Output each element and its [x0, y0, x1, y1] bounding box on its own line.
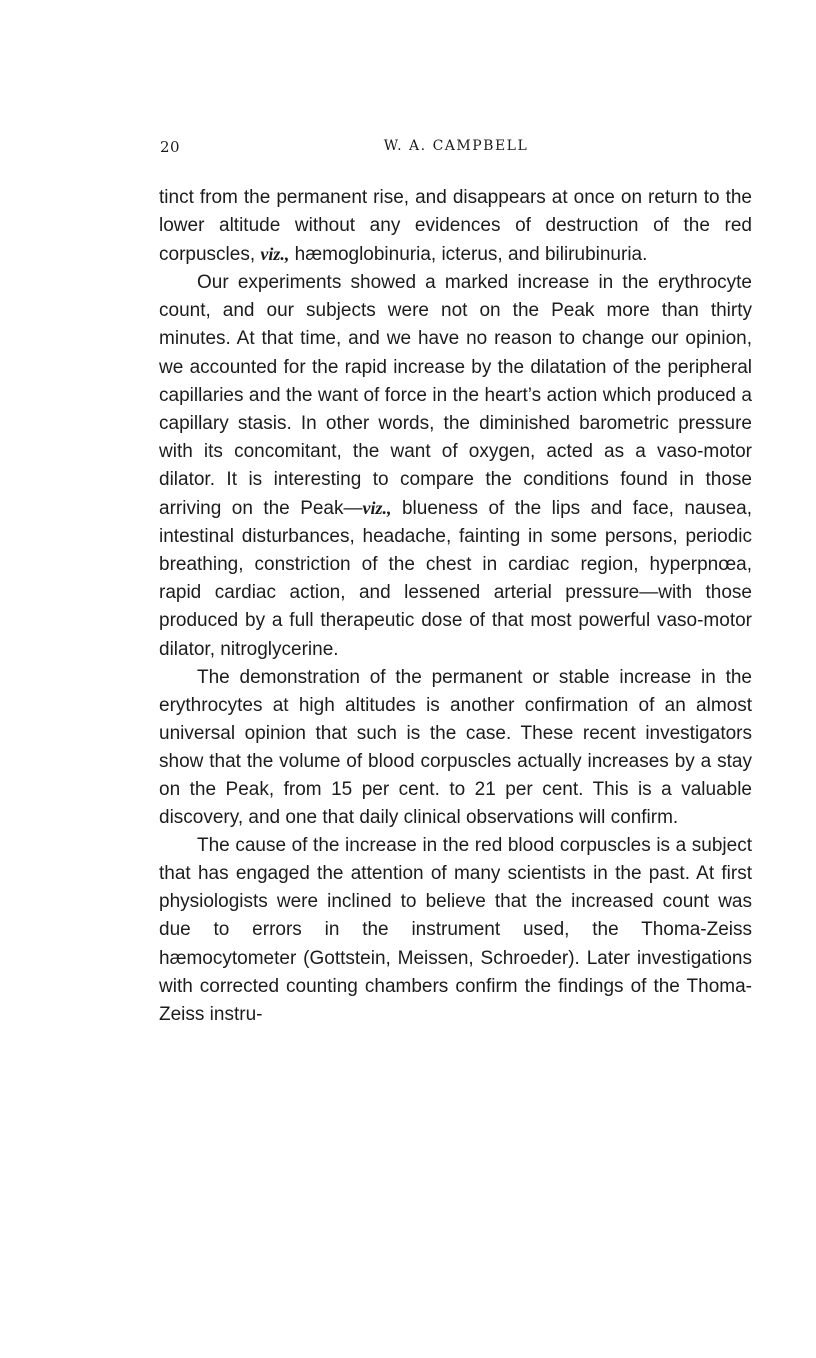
paragraph-1-text-a: tinct from the permanent rise, and disappears at once on return to the lower altitude without any evidences of destruction of the red corpuscles,: [159, 187, 752, 266]
paragraph-2-text-a: Our experiments showed a marked increase in the erythrocyte count, and our subjects were not on the Peak more than thirty minutes. At that time, and we have no reason to change our opinion, we accounted for the rapid increase by the dilatation of the peripheral capillaries and the want of force in the heart’s action which produced a capillary stasis. In other words, the diminished barometric pressure with its concomitant, the want of oxygen, acted as a vaso-motor dilator. It is interesting to compare the conditions found in those arriving on the Peak—: [159, 272, 752, 520]
paragraph-1-viz: viz.,: [260, 244, 290, 265]
paragraph-2: [159, 269, 752, 663]
running-head: W. A. CAMPBELL: [383, 138, 529, 154]
page-number: 20: [160, 138, 181, 156]
paragraph-1: [159, 184, 752, 269]
paragraph-1-text-b: hæmoglobinuria, icterus, and bilirubinuria.: [289, 244, 648, 266]
paragraph-3: The demonstration of the permanent or stable increase in the erythrocytes at high altitudes is another confirmation of an almost universal opinion that such is the case. These recent investigators show that the volume of blood corpuscles actually increases by a stay on the Peak, from 15 per cent. to 21 per cent. This is a valuable discovery, and one that daily clinical observations will confirm.: [159, 666, 752, 829]
paragraph-4: The cause of the increase in the red blood corpuscles is a subject that has engaged the attention of many scientists in the past. At first physiologists were inclined to believe that the increased count was due to errors in the instrument used, the Thoma-Zeiss hæmocytometer (Gottstein, Meissen, Schroeder). Later investigations with corrected counting chambers confirm the findings of the Thoma-Zeiss instru-: [159, 835, 752, 1025]
page-header: [160, 138, 752, 160]
paragraph-2-text-b: blueness of the lips and face, nausea, intestinal disturbances, headache, fainting in some persons, periodic breathing, constriction of the chest in cardiac region, hyperpnœa, rapid cardiac action, and lessened arterial pressure—with those produced by a full therapeutic dose of that most powerful vaso-motor dilator, nitroglycerine.: [159, 498, 752, 660]
paragraph-2-viz: viz.,: [362, 498, 392, 519]
body-text: [159, 184, 752, 1029]
